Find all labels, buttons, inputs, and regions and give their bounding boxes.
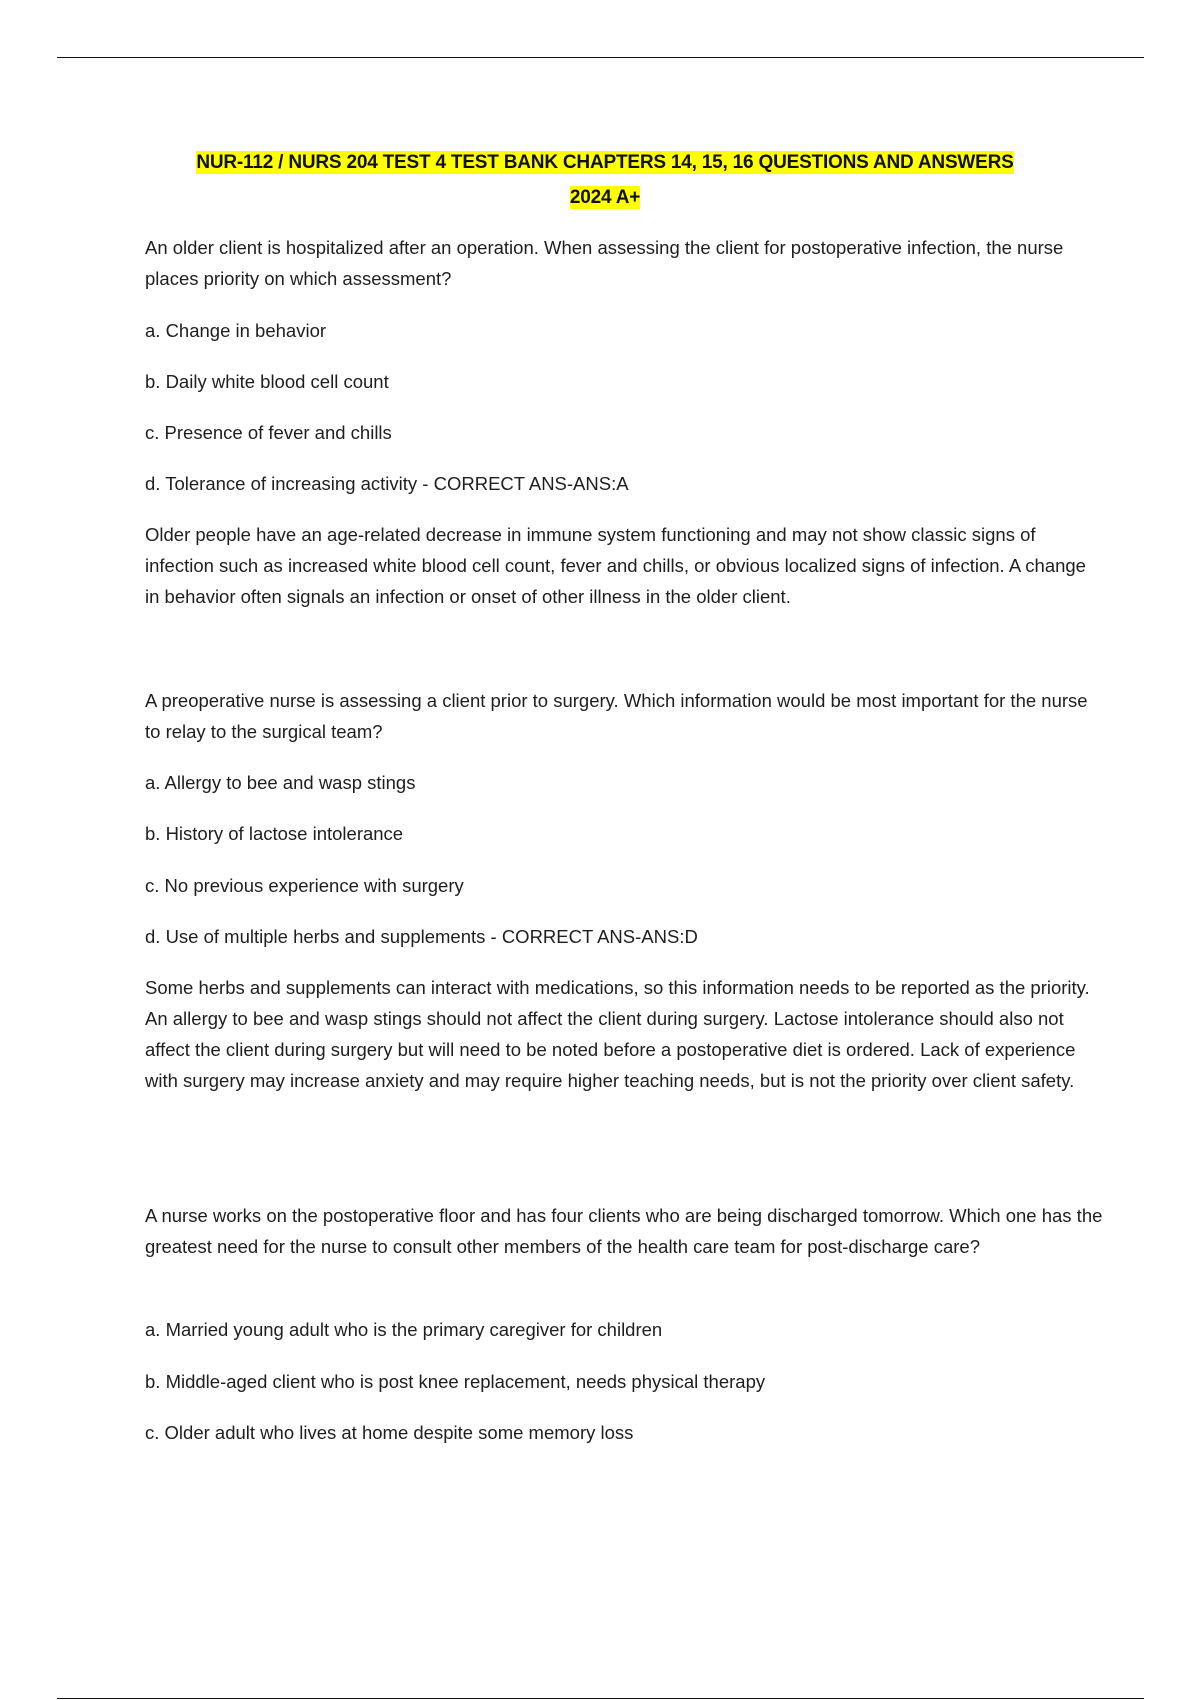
question-1-option-d: d. Tolerance of increasing activity - CORRECT ANS-ANS:A bbox=[145, 473, 629, 494]
top-rule bbox=[57, 57, 1144, 58]
question-1-option-a: a. Change in behavior bbox=[145, 320, 327, 341]
question-3-stem: A nurse works on the postoperative floor and has four clients who are being discharged tomorrow. Which one has the greatest need for the nurse to consult other members of the health care team for post-discharge care? bbox=[145, 1205, 1103, 1257]
question-2-option-d: d. Use of multiple herbs and supplements - CORRECT ANS-ANS:D bbox=[145, 926, 698, 947]
question-1-option-c: c. Presence of fever and chills bbox=[145, 422, 392, 443]
question-1-rationale: Older people have an age-related decrease in immune system functioning and may not show classic signs of infection such as increased white blood cell count, fever and chills, or obvious localized signs of infection. A change in behavior often signals an infection or onset of other illness in the older client. bbox=[145, 524, 1086, 607]
question-2-rationale: Some herbs and supplements can interact with medications, so this information needs to be reported as the priority. An allergy to bee and wasp stings should not affect the client during surgery. Lactose intolerance should also not affect the client during surgery but will need to be noted before a postoperative diet is ordered. Lack of experience with surgery may increase anxiety and may require higher teaching needs, but is not the priority over client safety. bbox=[145, 977, 1090, 1091]
question-2-option-b: b. History of lactose intolerance bbox=[145, 823, 404, 844]
question-3-option-b: b. Middle-aged client who is post knee replacement, needs physical therapy bbox=[145, 1371, 766, 1392]
question-3-option-a: a. Married young adult who is the primary caregiver for children bbox=[145, 1319, 663, 1340]
question-2-option-c: c. No previous experience with surgery bbox=[145, 875, 464, 896]
question-2-option-a: a. Allergy to bee and wasp stings bbox=[145, 772, 416, 793]
question-2-stem: A preoperative nurse is assessing a client prior to surgery. Which information would be most important for the nurse to relay to the surgical team? bbox=[145, 690, 1088, 742]
question-3-option-c: c. Older adult who lives at home despite some memory loss bbox=[145, 1422, 634, 1443]
question-1-option-b: b. Daily white blood cell count bbox=[145, 371, 389, 392]
title-line-2: 2024 A+ bbox=[569, 187, 641, 208]
document-title bbox=[145, 145, 1065, 215]
question-1-stem: An older client is hospitalized after an operation. When assessing the client for postoperative infection, the nurse places priority on which assessment? bbox=[145, 237, 1064, 289]
title-line-1: NUR-112 / NURS 204 TEST 4 TEST BANK CHAPTERS 14, 15, 16 QUESTIONS AND ANSWERS bbox=[196, 152, 1014, 173]
bottom-rule bbox=[57, 1698, 1144, 1699]
